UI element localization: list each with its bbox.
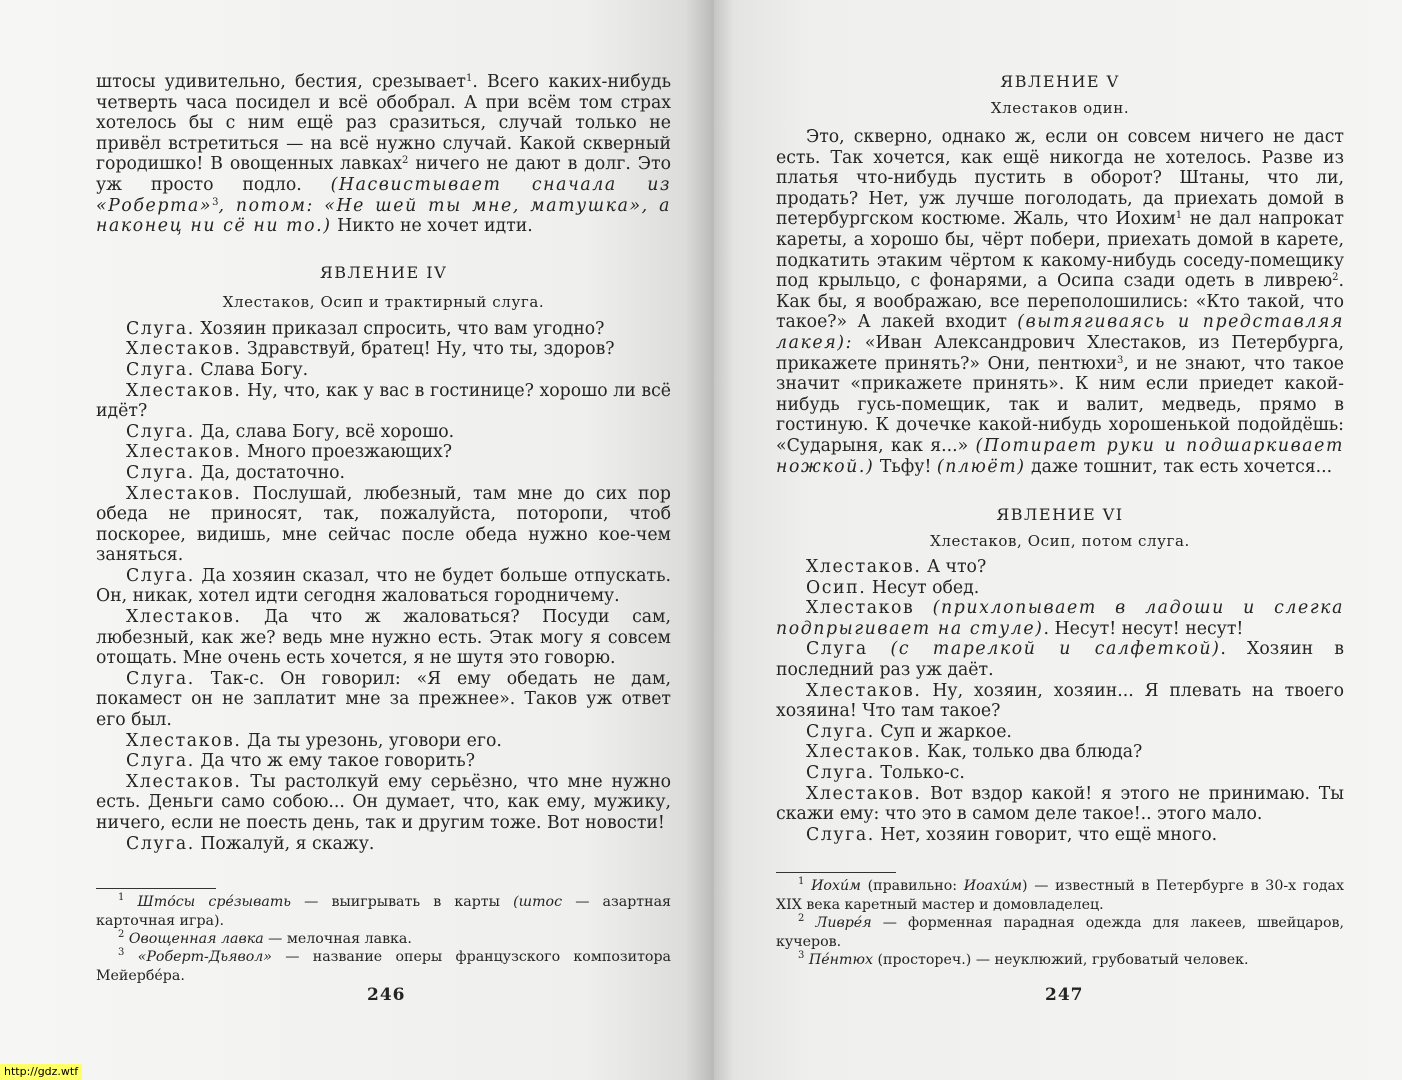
footnote-mark: 1 <box>798 876 805 888</box>
speaker-name: Слуга. <box>126 751 195 772</box>
right-page-text <box>776 72 1344 969</box>
footnote-ref: 2 <box>402 155 409 167</box>
footnote-term: (штос <box>513 894 563 911</box>
left-page-text <box>96 72 671 985</box>
speaker-name: Слуга. <box>126 421 195 442</box>
footnote-term: Што́сы срéзывать <box>137 894 292 911</box>
speaker-name: Хлестаков. <box>126 380 242 401</box>
speaker-name: Слуга. <box>126 318 195 339</box>
footnote-mark: 2 <box>118 929 125 940</box>
dialogue-line <box>96 834 671 855</box>
footnote-divider <box>776 872 896 873</box>
line-text: Ну, хозяин, хозяин... Я плевать на твоего хозяина! Что там такое? <box>776 680 1344 722</box>
line-text: Да ты урезонь, уговори его. <box>241 730 502 751</box>
speaker-name: Хлестаков. <box>126 483 242 504</box>
footnote-ref: 1 <box>1175 210 1183 222</box>
dialogue-line <box>96 463 671 484</box>
stage-direction: (плюёт) <box>936 456 1026 477</box>
stage-direction: (Потирает руки и подшаркивает ножкой.) <box>776 435 1344 477</box>
dialogue-line <box>96 731 671 752</box>
footnote-ref: 3 <box>1116 354 1124 366</box>
footnote-mark: 2 <box>798 913 805 925</box>
line-text: Да что ж жаловаться? Посуди сам, любезный, как же? ведь мне нужно есть. Этак могу я совсем отощать. Мне очень есть хочется, я не шутя это говорю. <box>96 607 671 669</box>
dialogue-line <box>96 607 671 669</box>
dialogue-line <box>776 639 1344 680</box>
scene-title: ЯВЛЕНИЕ VI <box>996 505 1124 525</box>
dialogue-line <box>96 772 671 834</box>
speaker-name: Хлестаков. <box>806 742 922 763</box>
footnote-text: — форменная парадная одежда для лакеев, швейцаров, кучеров. <box>776 915 1344 950</box>
line-text: Суп и жаркое. <box>874 721 1012 742</box>
line-text: Вот вздор какой! я этого не принимаю. Ты скажи ему: что это в самом деле такое!.. этого мало. <box>776 783 1344 825</box>
footnote-text: (простореч.) — неуклюжий, грубоватый человек. <box>872 952 1249 969</box>
speaker-name: Хлестаков. <box>806 557 922 578</box>
line-text: Как, только два блюда? <box>921 742 1143 763</box>
footnote <box>96 948 671 985</box>
dialogue-line <box>96 422 671 443</box>
line-text: Ну, что, как у вас в гостинице? хорошо ли всё идёт? <box>96 380 671 422</box>
dialogue-line <box>96 566 671 607</box>
speaker-name: Слуга. <box>126 359 195 380</box>
speaker-name: Хлестаков <box>806 598 915 619</box>
footnote <box>776 914 1344 951</box>
dialogue-line <box>776 578 1344 599</box>
footnote-term: Иохи́м <box>811 878 861 895</box>
scene-cast: Хлестаков, Осип и трактирный слуга. <box>222 292 545 311</box>
speaker-name: Слуга <box>806 639 868 660</box>
footnote-mark: 1 <box>118 892 125 904</box>
speaker-name: Слуга. <box>126 668 195 689</box>
line-text: Да, достаточно. <box>194 462 346 483</box>
speaker-name: Слуга. <box>126 565 195 586</box>
footnote-ref: 2 <box>1332 272 1339 284</box>
dialogue-line <box>776 763 1344 784</box>
footnote-term: Ливрéя <box>815 915 872 932</box>
opening-paragraph: штосы удивительно, бестия, срезывает$^1$. Всего каких-нибудь четверть часа посидел и всё обобрал. А при всём том страх хотелось бы с ним ещё раз сразиться, случай только не привёл встретиться — на всё нужно случай. Какой скверный городишко! В овощенных лавках$^2$ ничего не дают в долг. Это уж просто подло. (Насвистывает сначала из «Роберта»$^3$, потом: «Не шей ты мне, матушка», а наконец ни сё ни то.) Никто не хочет идти. <box>96 72 671 237</box>
dialogue-lines <box>776 557 1344 845</box>
footnote-term: «Роберт-Дьявол» <box>137 949 272 966</box>
stage-direction: (Насвистывает сначала из «Роберта» <box>96 174 671 216</box>
speaker-name: Слуга. <box>806 824 875 845</box>
footnote <box>96 930 671 948</box>
scene-cast: Хлестаков, Осип, потом слуга. <box>930 532 1190 551</box>
speaker-name: Хлестаков. <box>806 783 922 804</box>
line-text: Да что ж ему такое говорить? <box>194 751 475 772</box>
dialogue-line <box>96 381 671 422</box>
dialogue-line <box>776 784 1344 825</box>
speaker-name: Хлестаков. <box>126 607 242 628</box>
line-text: Послушай, любезный, там мне до сих пор обеда не приносят, так, пожалуйста, поторопи, чтоб поскорее, видишь, мне сейчас после обеда нужно кое-чем заняться. <box>96 483 671 566</box>
line-text: . Несут! несут! несут! <box>1043 618 1244 639</box>
dialogue-line <box>96 442 671 463</box>
stage-direction: (с тарелкой и салфеткой) <box>867 639 1221 660</box>
line-text: Да, слава Богу, всё хорошо. <box>194 421 455 442</box>
speaker-name: Слуга. <box>806 721 875 742</box>
footnote-text: (правильно: <box>860 878 964 895</box>
line-text: Ты растолкуй ему серьёзно, что мне нужно есть. Деньги само собою... Он думает, что, как ему, мужику, ничего, если не поесть день, так и другим тоже. Вот новости! <box>96 771 671 833</box>
scene-cast: Хлестаков один. <box>990 99 1130 117</box>
footnotes <box>776 877 1344 969</box>
footnote-mark: 3 <box>798 950 805 962</box>
footnote-term: Пéнтюх <box>808 952 873 969</box>
footnote-term: Иоахи́м <box>963 878 1023 895</box>
speaker-name: Слуга. <box>126 462 195 483</box>
page-number: 246 <box>367 985 406 1005</box>
dialogue-line <box>776 681 1344 722</box>
page-number: 247 <box>1045 985 1084 1005</box>
line-text: Много проезжающих? <box>241 442 453 463</box>
line-text: Нет, хозяин говорит, что ещё много. <box>874 824 1218 845</box>
dialogue-line <box>776 722 1344 743</box>
dialogue-line <box>96 751 671 772</box>
line-text: Несут обед. <box>866 577 980 598</box>
footnote-divider <box>96 888 216 889</box>
line-text: Хозяин приказал спросить, что вам угодно? <box>194 318 605 339</box>
stage-direction: (прихлопывает в ладоши и слегка подпрыгивает на стуле) <box>776 598 1344 639</box>
monologue-paragraph: Это, скверно, однако ж, если он совсем ничего не даст есть. Так хочется, как ещё никогда не хотелось. Разве из платья что-нибудь пустить в оборот? Штаны, что ли, продать? Нет, уж лучше поголодать, да приехать домой в петербургском костюме. Жаль, что Иохим$^1$ не дал напрокат кареты, а хорошо бы, чёрт побери, приехать домой в карете, подкатить этаким чёртом к какому-нибудь соседу-помещику под крыльцо, с фонарями, а Осипа сзади одеть в ливрею$^2$. Как бы, я воображаю, все переполошились: «Кто такой, что такое?» А лакей входит (вытягиваясь и представляя лакея): «Иван Александрович Хлестаков, из Петербурга, прикажете принять?» Они, пентюхи$^3$, и не знают, что такое значит «прикажете принять». К ним если приедет какой-нибудь гусь-помещик, так и валит, медведь, прямо в гостиную. К дочечке какой-нибудь хорошенькой подойдёшь: «Сударыня, как я...» (Потирает руки и подшаркивает ножкой.) Тьфу! (плюёт) даже тошнит, так есть хочется... <box>776 127 1344 477</box>
footnote-ref: 1 <box>465 73 473 84</box>
footnote-term: Овощенная лавка <box>128 931 264 947</box>
footnote-ref: 3 <box>212 196 219 208</box>
speaker-name: Хлестаков. <box>126 339 242 360</box>
footnote-mark: 3 <box>118 947 125 959</box>
watermark: http://gdz.wtf <box>0 1064 82 1080</box>
dialogue-line <box>96 484 671 566</box>
dialogue-line <box>96 319 671 340</box>
dialogue-line <box>96 669 671 731</box>
footnote <box>776 951 1344 969</box>
footnote-text: — выигрывать в карты <box>291 894 514 911</box>
footnote-text: — название оперы французского композитора Мейербéра. <box>96 949 671 984</box>
speaker-name: Хлестаков. <box>126 730 242 751</box>
line-text: Слава Богу. <box>194 359 309 380</box>
dialogue-line <box>96 360 671 381</box>
speaker-name: Слуга. <box>126 833 195 854</box>
footnote-text: — азартная карточная игра). <box>96 894 671 929</box>
line-text: Да хозяин сказал, что не будет больше отпускать. Он, никак, хотел идти сегодня жаловаться городничему. <box>96 565 671 607</box>
line-text: Здравствуй, братец! Ну, что ты, здоров? <box>241 339 615 360</box>
scene-title: ЯВЛЕНИЕ IV <box>319 262 448 282</box>
speaker-name: Осип. <box>806 577 867 598</box>
dialogue-line <box>776 742 1344 763</box>
line-text: Пожалуй, я скажу. <box>194 833 375 854</box>
footnote <box>96 893 671 930</box>
dialogue-line <box>96 339 671 360</box>
footnote-text: ) — известный в Петербурге в 30-х годах XIX века каретный мастер и домовладелец. <box>776 878 1344 913</box>
line-text: А что? <box>921 557 987 578</box>
speaker-name: Хлестаков. <box>126 771 242 792</box>
footnote <box>776 877 1344 914</box>
line-text: . Хозяин в последний раз уж даёт. <box>776 639 1344 681</box>
dialogue-lines <box>96 319 671 854</box>
line-text: Только-с. <box>874 763 965 784</box>
line-text: Так-с. Он говорил: «Я ему обедать не дам, покамест он не заплатит мне за прежнее». Таков уж ответ его был. <box>96 668 671 731</box>
footnotes <box>96 893 671 985</box>
stage-direction: (вытягиваясь и представляя лакея): <box>776 312 1344 353</box>
speaker-name: Слуга. <box>806 763 875 784</box>
speaker-name: Хлестаков. <box>126 442 242 463</box>
dialogue-line <box>776 557 1344 578</box>
dialogue-line <box>776 825 1344 846</box>
dialogue-line <box>776 598 1344 639</box>
scene-title: ЯВЛЕНИЕ V <box>1000 72 1120 91</box>
stage-direction: , потом: «Не шей ты мне, матушка», а наконец ни сё ни то.) <box>96 195 671 237</box>
speaker-name: Хлестаков. <box>806 680 922 701</box>
footnote-text: — мелочная лавка. <box>263 931 412 947</box>
